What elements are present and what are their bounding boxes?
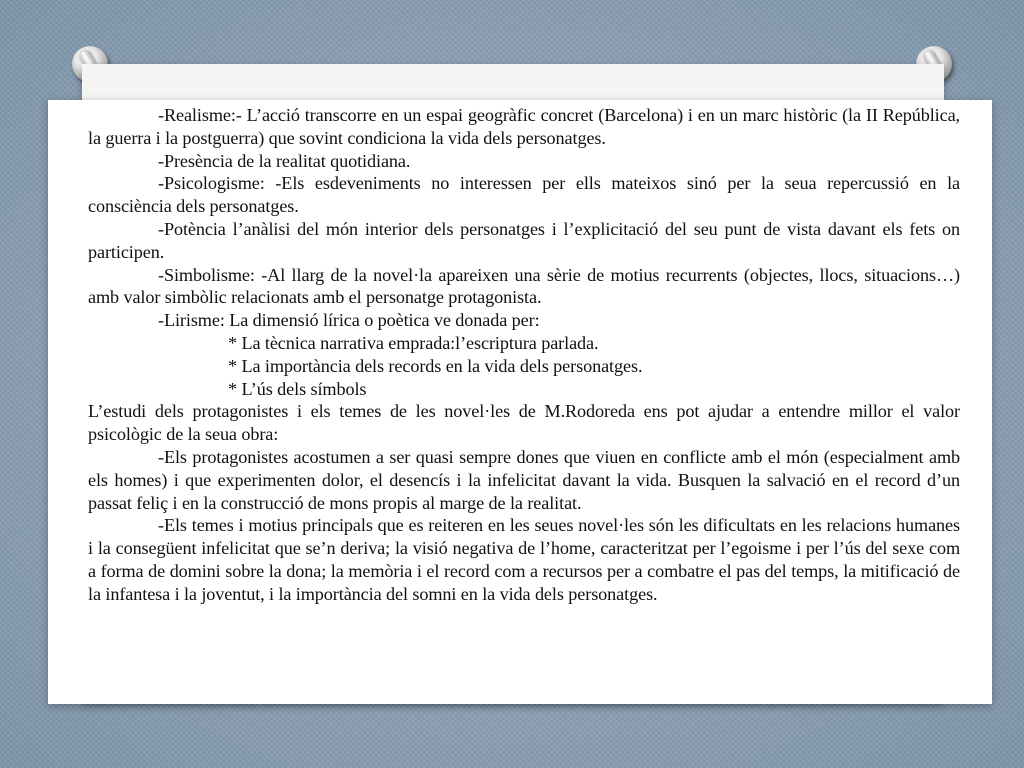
document-text	[88, 104, 960, 606]
paragraph-realisme: -Realisme:- L’acció transcorre en un espai geogràfic concret (Barcelona) i en un marc històric (la II República, la guerra i la postguerra) que sovint condiciona la vida dels personatges.	[88, 105, 960, 148]
paragraph-simbolisme: -Simbolisme: -Al llarg de la novel·la apareixen una sèrie de motius recurrents (objectes, llocs, situacions…) amb valor simbòlic relacionats amb el personatge protagonista.	[88, 264, 960, 308]
paragraph-potencia: -Potència l’anàlisi del món interior dels personatges i l’explicitació del seu punt de vista davant els fets on participen.	[88, 218, 960, 262]
bullet-tecnica-narrativa: * La tècnica narrativa emprada:l’escriptura parlada.	[228, 332, 599, 353]
paragraph-protagonistes: -Els protagonistes acostumen a ser quasi sempre dones que viuen en conflicte amb el món (especialment amb els homes) i que experimenten dolor, el desencís i la infelicitat davant la vida. Busquen la salvació en el record d’un passat feliç i en la construcció de mons propis al marge de la realitat.	[88, 446, 960, 513]
paragraph-lirisme: -Lirisme: La dimensió lírica o poètica ve donada per:	[158, 310, 540, 331]
paragraph-estudi-protagonistes: L’estudi dels protagonistes i els temes de les novel·les de M.Rodoreda ens pot ajudar a entendre millor el valor psicològic de la seua obra:	[88, 401, 960, 445]
paragraph-presencia: -Presència de la realitat quotidiana.	[158, 150, 411, 171]
paragraph-temes-motius: -Els temes i motius principals que es reiteren en les seues novel·les són les dificultats en les relacions humanes i la consegüent infelicitat que se’n deriva; la visió negativa de l’home, caracteritzat per l’egoisme i per l’ús del sexe com a forma de domini sobre la dona; la memòria i el record com a recursos per a combatre el pas del temps, la mitificació de la infantesa i la joventut, i la importància del somni en la vida dels personatges.	[88, 515, 960, 604]
bullet-importancia-records: * La importància dels records en la vida dels personatges.	[228, 355, 643, 376]
bullet-us-simbols: * L’ús dels símbols	[228, 378, 367, 399]
paragraph-psicologisme: -Psicologisme: -Els esdeveniments no interessen per ells mateixos sinó per la seua repercussió en la consciència dels personatges.	[88, 173, 960, 217]
